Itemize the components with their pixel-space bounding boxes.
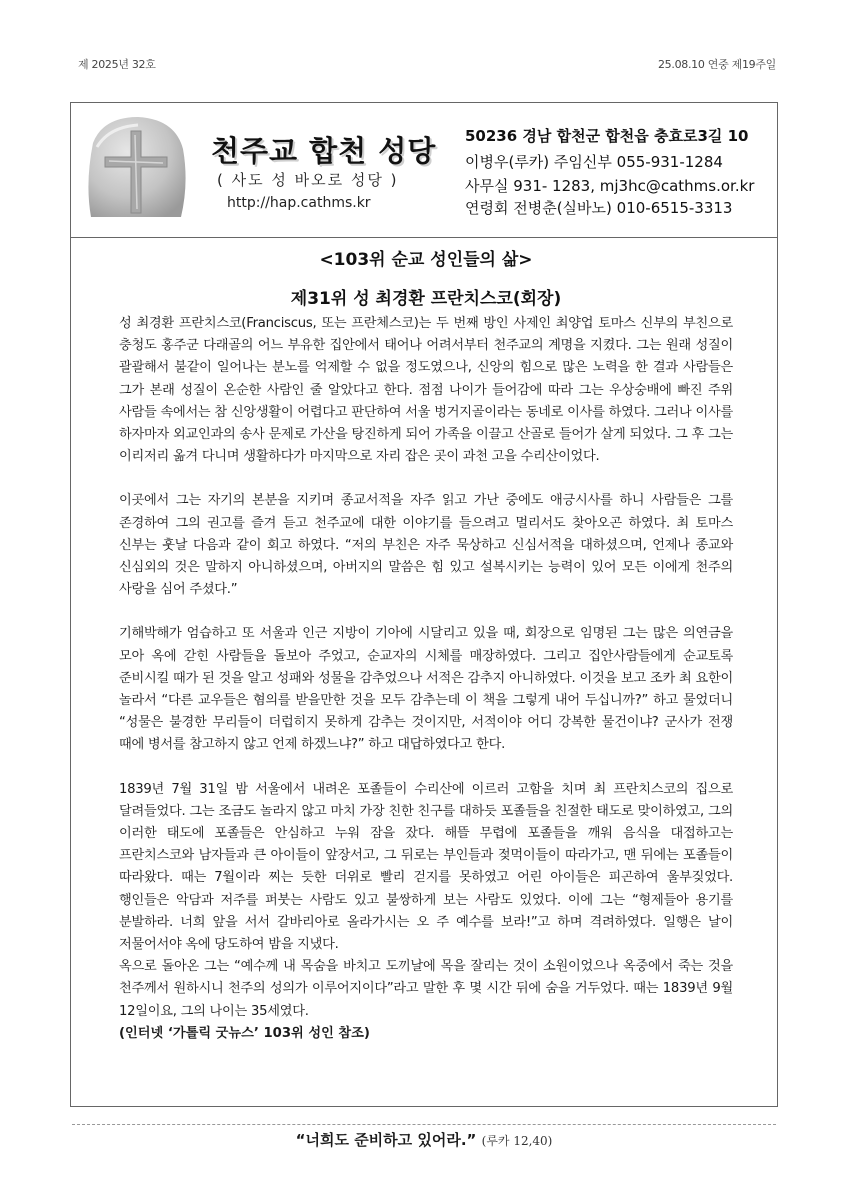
- issue-number: 제 2025년 32호: [78, 58, 156, 71]
- footer-reference: (루카 12,40): [481, 1134, 553, 1148]
- church-address: 50236 경남 합천군 합천읍 충효로3길 10: [465, 127, 749, 145]
- pastor-contact: 이병우(루카) 주임신부 055-931-1284: [465, 153, 723, 171]
- article-source: (인터넷 ‘가톨릭 굿뉴스’ 103위 성인 참조): [119, 1025, 370, 1041]
- church-header: [71, 103, 777, 238]
- church-name: 천주교 합천 성당: [211, 134, 437, 168]
- article-paragraph: 기해박해가 엄습하고 또 서울과 인근 지방이 기아에 시달리고 있을 때, 회장으로 임명된 그는 많은 의연금을 모아 옥에 갇힌 사람들을 돌보아 주었고, 순교자의 시체를 매장하였다. 그리고 집안사람들에게 순교토록 준비시킬 때가 된 것을 알고 성패와 성물을 감추었으나 서적은 감추지 아니하였다. 이것을 보고 조카 최 요한이 놀라서 “다른 교우들은 혐의를 받을만한 것을 모두 감추는데 이 책을 그렇게 내어 두십니까?” 하고 물었더니 “성물은 불경한 무리들이 더럽히지 못하게 감추는 것이지만, 서적이야 어디 강복한 물건이냐? 군사가 전쟁 때에 병서를 참고하지 않고 언제 하겠느냐?” 하고 대답하였다고 한다.: [119, 626, 733, 753]
- council-contact: 연령회 전병춘(실바노) 010-6515-3313: [465, 199, 733, 217]
- article-paragraph: 성 최경환 프란치스코(Franciscus, 또는 프란체스코)는 두 번째 방인 사제인 최양업 토마스 신부의 부친으로 충청도 홍주군 다래골의 어느 부유한 집안에서 태어나 어려서부터 천주교의 계명을 지켰다. 그는 원래 성질이 괄괄해서 불같이 일어나는 분노를 억제할 수 없을 정도였으나, 신앙의 힘으로 많은 노력을 한 결과 사람들은 그가 본래 성질이 온순한 사람인 줄 알았다고 한다. 점점 나이가 들어감에 따라 그는 우상숭배에 빠진 주위 사람들 속에서는 참 신앙생활이 어렵다고 판단하여 서울 벙거지골이라는 동네로 이사를 하였다. 그러나 이사를 하자마자 외교인과의 송사 문제로 가산을 탕진하게 되어 가족을 이끌고 산골로 들어가 살게 되었다. 그 후 그는 이리저리 옮겨 다니며 생활하다가 마지막으로 자리 잡은 곳이 과천 고을 수리산이었다.: [119, 316, 733, 465]
- footer-quote-line: [0, 1129, 848, 1150]
- website-link[interactable]: http://hap.cathms.kr: [227, 195, 371, 211]
- footer-quote: “너희도 준비하고 있어라.”: [295, 1131, 477, 1149]
- article-title: 제31위 성 최경환 프란치스코(회장): [290, 289, 562, 309]
- patron-saint: ( 사도 성 바오로 성당 ): [217, 171, 399, 189]
- office-contact: 사무실 931- 1283, mj3hc@cathms.or.kr: [465, 177, 755, 195]
- article-paragraph: 이곳에서 그는 자기의 본분을 지키며 종교서적을 자주 읽고 가난 중에도 애긍시사를 하니 사람들은 그를 존경하여 그의 권고를 즐겨 듣고 천주교에 대한 이야기를 들으려고 멀리서도 찾아오곤 하였다. 최 토마스 신부는 훗날 다음과 같이 회고 하였다. “저의 부친은 자주 묵상하고 신심서적을 대하셨으며, 언제나 종교와 신심외의 것은 말하지 아니하셨으며, 아버지의 말씀은 힘 있고 설복시키는 능력이 있어 모든 이에게 천주의 사랑을 심어 주셨다.”: [119, 493, 733, 598]
- cross-stone-logo-icon: [83, 113, 189, 223]
- article-body: [119, 245, 733, 1045]
- series-title: <103위 순교 성인들의 삶>: [319, 250, 533, 270]
- bulletin-frame: [70, 102, 778, 1107]
- article-paragraph: 1839년 7월 31일 밤 서울에서 내려온 포졸들이 수리산에 이르러 고함을 치며 최 프란치스코의 집으로 달려들었다. 그는 조금도 놀라지 않고 마치 가장 친한 친구를 대하듯 포졸들을 친절한 태도로 맞이하였고, 그의 이러한 태도에 포졸들은 안심하고 누워 잠을 잤다. 해뜰 무렵에 포졸들을 깨워 음식을 대접하고는 프란치스코와 남자들과 큰 아이들이 앞장서고, 그 뒤로는 부인들과 젖먹이들이 따라가고, 맨 뒤에는 포졸들이 따라왔다. 때는 7월이라 찌는 듯한 더위로 빨리 걷지를 못하였고 어린 아이들은 피곤하여 울부짖었다. 행인들은 악담과 저주를 퍼붓는 사람도 있고 불쌍하게 보는 사람도 있었다. 이에 그는 “형제들아 용기를 분발하라. 너희 앞을 서서 갈바리아로 올라가시는 오 주 예수를 보라!”고 하며 격려하였다. 일행은 날이 저물어서야 옥에 당도하여 밤을 지냈다.: [119, 781, 733, 953]
- article-paragraph: 옥으로 돌아온 그는 “예수께 내 목숨을 바치고 도끼날에 목을 잘리는 것이 소원이었으나 옥중에서 죽는 것을 천주께서 원하시니 천주의 성의가 이루어지이다”라고 말한 후 몇 시간 뒤에 숨을 거두었다. 때는 1839년 9월 12일이요, 그의 나이는 35세였다.: [119, 959, 733, 1019]
- issue-date: 25.08.10 연중 제19주일: [657, 58, 776, 71]
- footer-divider: [72, 1124, 776, 1125]
